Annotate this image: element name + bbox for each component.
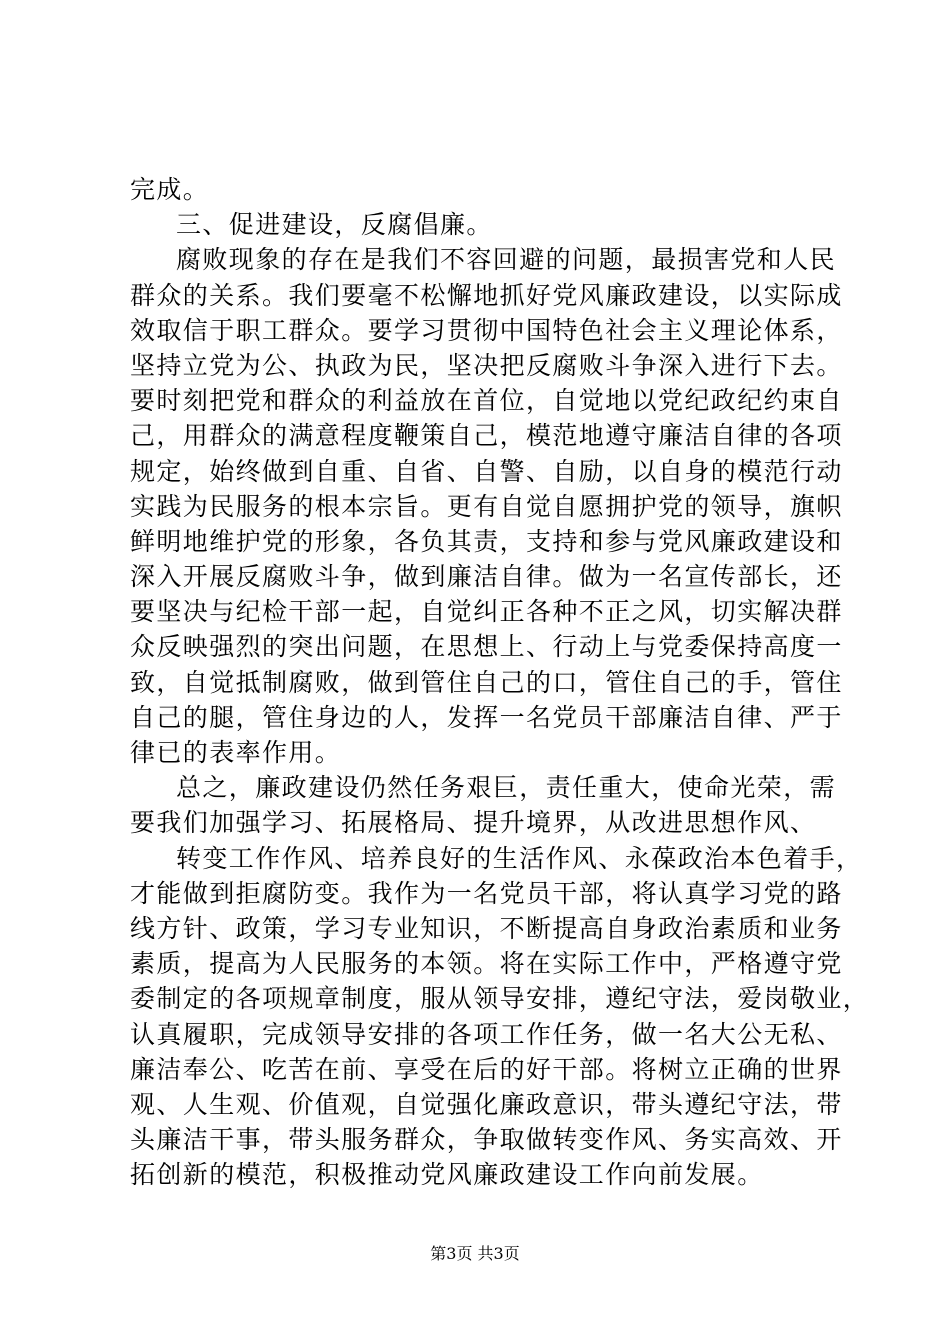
text-line: 才能做到拒腐防变。我作为一名党员干部，将认真学习党的路 [130, 878, 843, 908]
text-line: 拓创新的模范，积极推动党风廉政建设工作向前发展。 [130, 1160, 764, 1190]
text-line: 完成。 [130, 175, 210, 204]
text-line: 要坚决与纪检干部一起，自觉纠正各种不正之风，切实解决群 [130, 597, 843, 627]
paragraph-start: 转变工作作风、培养良好的生活作风、永葆政治本色着手， [176, 843, 863, 873]
text-line: 廉洁奉公、吃苦在前、享受在后的好干部。将树立正确的世界 [130, 1054, 843, 1084]
text-line: 坚持立党为公、执政为民，坚决把反腐败斗争深入进行下去。 [130, 350, 843, 380]
text-line: 效取信于职工群众。要学习贯彻中国特色社会主义理论体系， [130, 315, 843, 345]
text-line: 认真履职，完成领导安排的各项工作任务，做一名大公无私、 [130, 1019, 843, 1049]
text-line: 素质，提高为人民服务的本领。将在实际工作中，严格遵守党 [130, 949, 843, 979]
text-line: 线方针、政策，学习专业知识，不断提高自身政治素质和业务 [130, 913, 843, 943]
text-line: 群众的关系。我们要毫不松懈地抓好党风廉政建设，以实际成 [130, 280, 843, 310]
section-heading: 三、促进建设，反腐倡廉。 [176, 210, 493, 240]
text-line: 委制定的各项规章制度，服从领导安排，遵纪守法，爱岗敬业， [130, 984, 870, 1014]
text-line: 深入开展反腐败斗争，做到廉洁自律。做为一名宣传部长，还 [130, 562, 843, 592]
text-line: 要时刻把党和群众的利益放在首位，自觉地以党纪政纪约束自 [130, 386, 843, 416]
text-line: 己，用群众的满意程度鞭策自己，模范地遵守廉洁自律的各项 [130, 421, 843, 451]
text-line: 观、人生观、价值观，自觉强化廉政意识，带头遵纪守法，带 [130, 1089, 843, 1119]
text-line: 致，自觉抵制腐败，做到管住自己的口，管住自己的手，管住 [130, 667, 843, 697]
text-line: 规定，始终做到自重、自省、自警、自励，以自身的模范行动 [130, 456, 843, 486]
text-line: 要我们加强学习、拓展格局、提升境界，从改进思想作风、 [130, 808, 817, 838]
text-line: 自己的腿，管住身边的人，发挥一名党员干部廉洁自律、严于 [130, 702, 843, 732]
paragraph-start: 腐败现象的存在是我们不容回避的问题，最损害党和人民 [176, 245, 837, 275]
text-line: 鲜明地维护党的形象，各负其责，支持和参与党风廉政建设和 [130, 526, 843, 556]
paragraph-start: 总之，廉政建设仍然任务艰巨，责任重大，使命光荣，需 [176, 773, 837, 803]
text-line: 律已的表率作用。 [130, 738, 342, 767]
text-line: 头廉洁干事，带头服务群众，争取做转变作风、务实高效、开 [130, 1125, 843, 1155]
page-number-footer: 第3页 共3页 [430, 1244, 520, 1263]
text-line: 实践为民服务的根本宗旨。更有自觉自愿拥护党的领导，旗帜 [130, 491, 843, 521]
document-body [130, 172, 870, 1192]
text-line: 众反映强烈的突出问题，在思想上、行动上与党委保持高度一 [130, 632, 843, 662]
